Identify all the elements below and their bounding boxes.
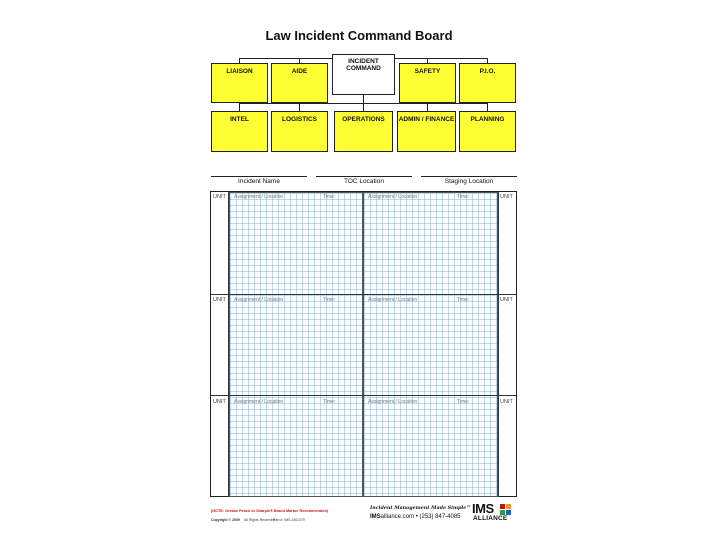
assignment-location-label: Assignment / Location bbox=[234, 297, 284, 303]
staging-location-label: Staging Location bbox=[444, 178, 494, 185]
incident-name-label: Incident Name bbox=[238, 178, 280, 185]
operations-box: OPERATIONS bbox=[334, 111, 393, 152]
org-connector bbox=[299, 103, 300, 111]
time-label: Time: bbox=[323, 399, 336, 405]
logo-color-square bbox=[500, 504, 505, 509]
row-divider bbox=[211, 294, 516, 295]
unit-label: UNIT bbox=[500, 194, 513, 200]
safety-box: SAFETY bbox=[399, 63, 456, 103]
logistics-box: LOGISTICS bbox=[271, 111, 328, 152]
marker-note: (NOTE: Grease Pencil or Sharpie® Brand Marker Recommended) bbox=[211, 509, 328, 513]
unit-label: UNIT bbox=[500, 399, 513, 405]
assignment-location-label: Assignment / Location bbox=[234, 194, 284, 200]
part-number: Part #: IMS-150-079 bbox=[273, 518, 305, 522]
unit-label: UNIT bbox=[213, 297, 226, 303]
toc-location-label: TOC Location bbox=[344, 178, 384, 185]
org-connector bbox=[239, 103, 240, 111]
org-connector bbox=[487, 103, 488, 111]
website-bold: IMS bbox=[370, 514, 381, 520]
row-divider bbox=[211, 395, 516, 396]
org-connector bbox=[363, 95, 364, 103]
time-label: Time: bbox=[457, 194, 470, 200]
incident-name-line bbox=[211, 176, 307, 177]
page-title: Law Incident Command Board bbox=[265, 28, 453, 43]
org-connector bbox=[363, 103, 364, 111]
logo-color-square bbox=[506, 504, 511, 509]
planning-box: PLANNING bbox=[459, 111, 516, 152]
assignment-location-label: Assignment / Location bbox=[368, 194, 418, 200]
org-connector bbox=[427, 103, 428, 111]
time-label: Time: bbox=[457, 399, 470, 405]
right-grid bbox=[363, 192, 498, 497]
liaison-box: LIAISON bbox=[211, 63, 268, 103]
staging-location-line bbox=[421, 176, 517, 177]
left-grid bbox=[229, 192, 363, 497]
website-rest: alliance.com bbox=[380, 514, 415, 520]
unit-column-divider-right bbox=[498, 192, 499, 497]
logo-ims-text: IMS bbox=[472, 501, 494, 516]
bullet: • bbox=[415, 514, 418, 520]
toc-location-line bbox=[316, 176, 412, 177]
unit-label: UNIT bbox=[213, 194, 226, 200]
aide-box: AIDE bbox=[271, 63, 328, 103]
unit-label: UNIT bbox=[213, 399, 226, 405]
unit-label: UNIT bbox=[500, 297, 513, 303]
assignment-location-label: Assignment / Location bbox=[368, 399, 418, 405]
phone: (253) 847-4085 bbox=[419, 514, 461, 520]
copyright: Copyright © 2009 bbox=[211, 518, 240, 522]
pio-box: P.I.O. bbox=[459, 63, 516, 103]
unit-column-divider-left bbox=[228, 192, 229, 497]
rights-reserved: All Rights Reserved bbox=[244, 518, 275, 522]
logo-alliance-text: ALLIANCE bbox=[473, 515, 508, 522]
time-label: Time: bbox=[457, 297, 470, 303]
assignment-location-label: Assignment / Location bbox=[234, 399, 284, 405]
tagline: Incident Management Made Simple™ bbox=[370, 505, 472, 511]
time-label: Time: bbox=[323, 194, 336, 200]
incident-command-box: INCIDENT COMMAND bbox=[332, 54, 395, 95]
intel-box: INTEL bbox=[211, 111, 268, 152]
time-label: Time: bbox=[323, 297, 336, 303]
admin-finance-box: ADMIN / FINANCE bbox=[397, 111, 456, 152]
assignment-location-label: Assignment / Location bbox=[368, 297, 418, 303]
contact-line bbox=[370, 514, 461, 520]
